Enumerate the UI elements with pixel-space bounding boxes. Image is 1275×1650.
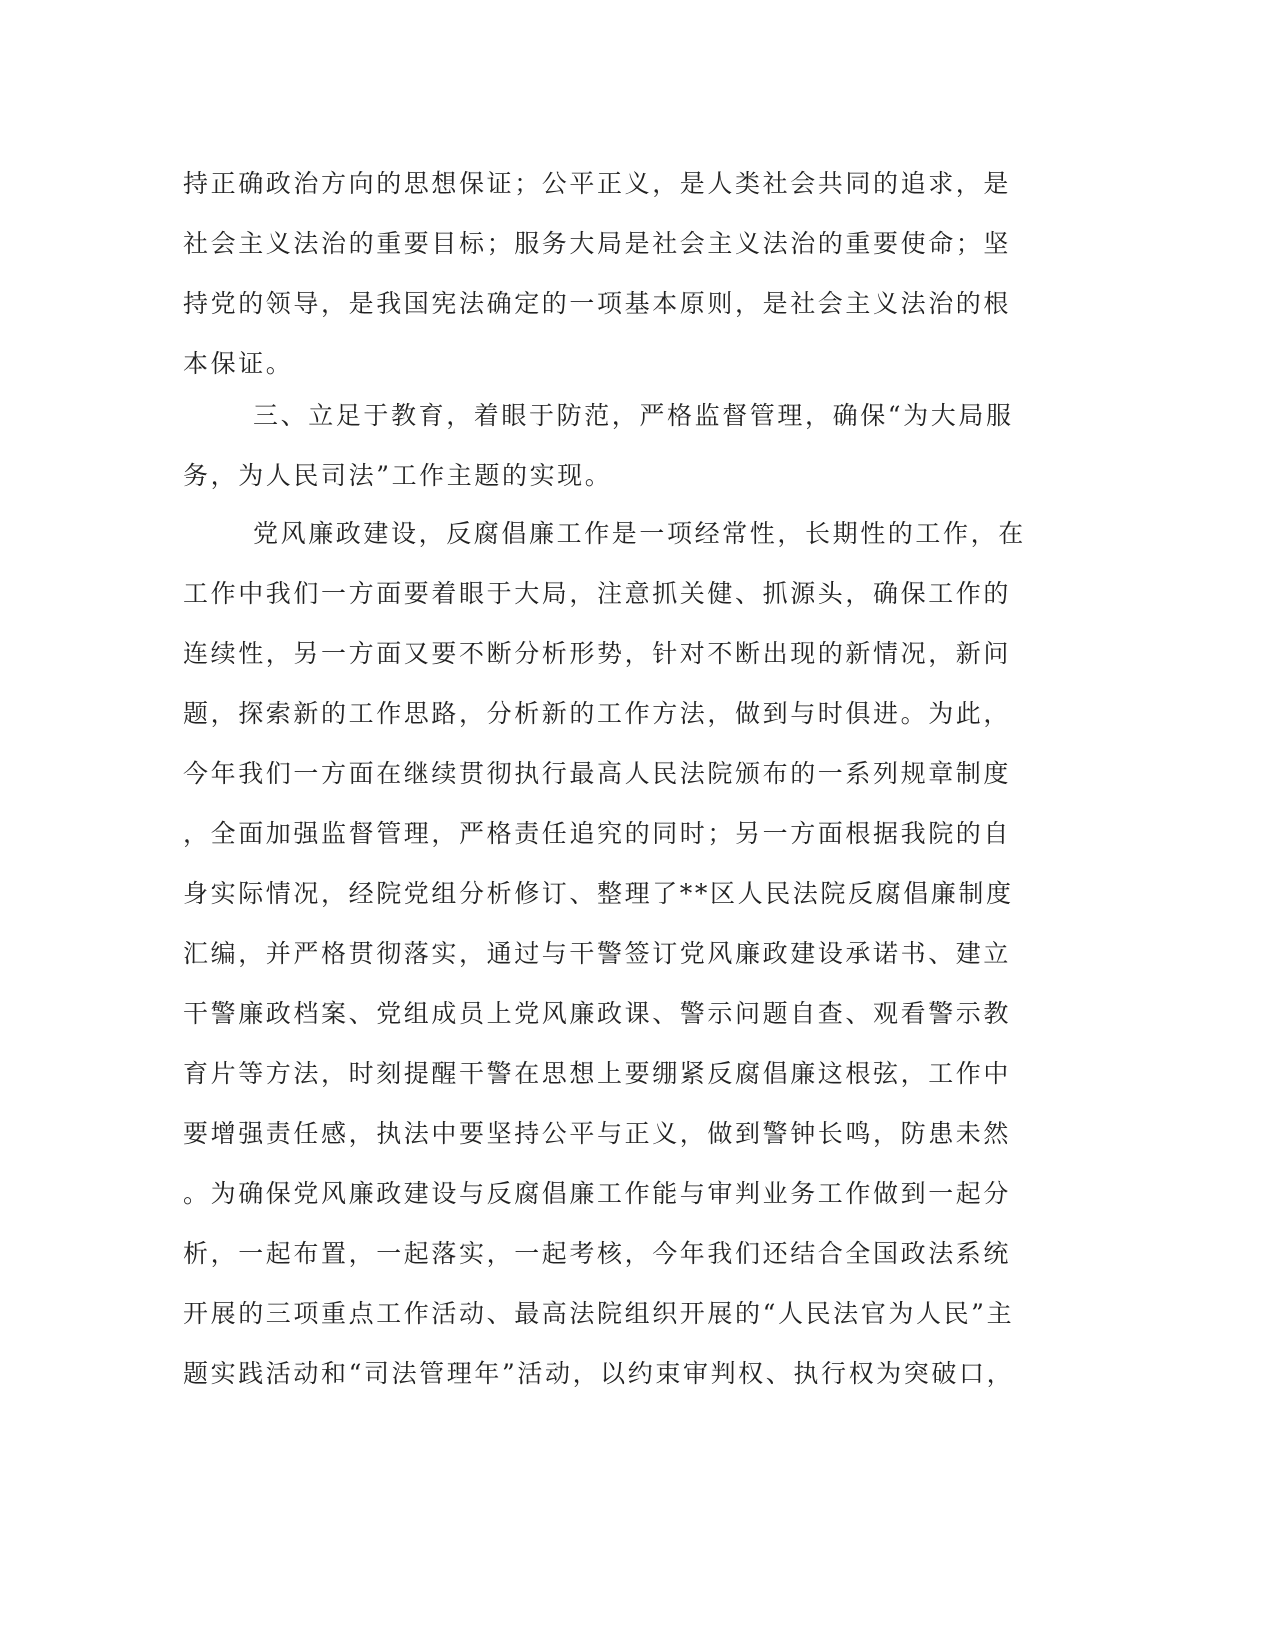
text-line: 题，探索新的工作思路，分析新的工作方法，做到与时俱进。为此， [183, 699, 1012, 728]
text-line: 持党的领导，是我国宪法确定的一项基本原则，是社会主义法治的根 [183, 289, 1012, 318]
text-line: 析，一起布置，一起落实，一起考核，今年我们还结合全国政法系统 [183, 1239, 1012, 1268]
text-line: 党风廉政建设，反腐倡廉工作是一项经常性，长期性的工作，在 [253, 519, 1026, 548]
heading-line: 务，为人民司法”工作主题的实现。 [183, 461, 613, 490]
text-line: 身实际情况，经院党组分析修订、整理了**区人民法院反腐倡廉制度 [183, 879, 1014, 908]
text-line: 。为确保党风廉政建设与反腐倡廉工作能与审判业务工作做到一起分 [183, 1179, 1012, 1208]
text-line: 本保证。 [183, 349, 294, 378]
text-line: 持正确政治方向的思想保证；公平正义，是人类社会共同的追求，是 [183, 169, 1012, 198]
text-line: 连续性，另一方面又要不断分析形势，针对不断出现的新情况，新问 [183, 639, 1012, 668]
text-line: 要增强责任感，执法中要坚持公平与正义，做到警钟长鸣，防患未然 [183, 1119, 1012, 1148]
text-line: 社会主义法治的重要目标；服务大局是社会主义法治的重要使命；坚 [183, 229, 1012, 258]
body-paragraph [183, 504, 1053, 1404]
text-line: 汇编，并严格贯彻落实，通过与干警签订党风廉政建设承诺书、建立 [183, 939, 1012, 968]
text-line: 题实践活动和“司法管理年”活动，以约束审判权、执行权为突破口， [183, 1359, 1015, 1388]
heading-line: 三、立足于教育，着眼于防范，严格监督管理，确保“为大局服 [253, 401, 1014, 430]
section-heading-3 [183, 386, 1053, 506]
text-line: 工作中我们一方面要着眼于大局，注意抓关健、抓源头，确保工作的 [183, 579, 1012, 608]
text-line: ，全面加强监督管理，严格责任追究的同时；另一方面根据我院的自 [183, 819, 1012, 848]
paragraph-continuation [183, 154, 1053, 394]
text-line: 干警廉政档案、党组成员上党风廉政课、警示问题自查、观看警示教 [183, 999, 1012, 1028]
text-line: 今年我们一方面在继续贯彻执行最高人民法院颁布的一系列规章制度 [183, 759, 1012, 788]
text-line: 开展的三项重点工作活动、最高法院组织开展的“人民法官为人民”主 [183, 1299, 1015, 1328]
text-line: 育片等方法，时刻提醒干警在思想上要绷紧反腐倡廉这根弦，工作中 [183, 1059, 1012, 1088]
